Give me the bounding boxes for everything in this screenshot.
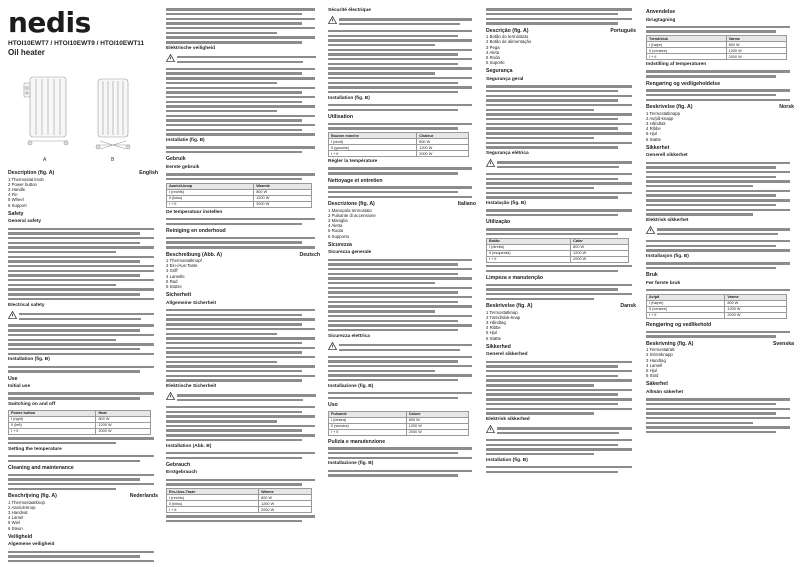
warning-triangle-icon bbox=[646, 226, 655, 234]
subsection-general-safety-it: Sicurezza generale bbox=[328, 250, 372, 256]
section-use-de: Gebrauch bbox=[166, 461, 191, 468]
section-use-pt: Utilização bbox=[486, 219, 511, 226]
subsection-installation-it: Installazione (fig. B) bbox=[328, 383, 374, 389]
section-description-it: Descrizione (fig. A) Italiano bbox=[328, 201, 476, 208]
section-cleaning-nl: Reiniging en onderhoud bbox=[166, 228, 226, 234]
section-cleaning-pt: Limpeza e manutenção bbox=[486, 274, 544, 281]
subsection-first-use-da: Ibrugtagning bbox=[646, 17, 676, 23]
section-cleaning-en: Cleaning and maintenance bbox=[8, 464, 74, 471]
parts-list-da: 1 Termostatknap 2 Tænd/sluk-knap 3 Håndtag 4 Ribbe 5 Hjul 6 Støtte bbox=[486, 309, 521, 341]
subsection-first-use-no: Før første bruk bbox=[646, 280, 681, 286]
heater-side-view bbox=[96, 79, 130, 149]
warning-block bbox=[166, 54, 320, 66]
section-safety-de: Sicherheit bbox=[166, 292, 192, 299]
subsection-installation-no: Installasjon (fig. B) bbox=[646, 253, 689, 259]
subsection-initial-use: Initial use bbox=[8, 384, 31, 390]
section-cleaning-da: Rengøring og vedligeholdelse bbox=[646, 80, 721, 87]
section-description-da: Beskrivelse (fig. A) Dansk bbox=[486, 303, 636, 310]
section-safety-da: Sikkerhed bbox=[486, 343, 511, 350]
parts-list-de: 1 Thermostatknopf 2 Ein-/Aus-Taste 3 Griff 4 Lamelle 5 Rad 6 Stütze bbox=[166, 258, 202, 290]
subsection-installation-pt: Instalação (fig. B) bbox=[486, 200, 526, 206]
subsection-electrical-safety-da: Elektrisk sikkerhed bbox=[486, 416, 530, 422]
section-cleaning-it: Pulizia e manutenzione bbox=[328, 438, 386, 445]
warning-triangle-icon bbox=[328, 16, 337, 24]
column-1 bbox=[8, 6, 158, 562]
warning-block bbox=[328, 16, 476, 28]
section-description-de: Beschreibung (Abb. A) Deutsch bbox=[166, 251, 320, 258]
power-table-no: Av/på Varme I (høyre) 800 W II (venstre) 1200 W I + II 2000 W bbox=[646, 294, 787, 319]
product-title: Oil heater bbox=[8, 48, 45, 57]
section-safety-sv: Säkerhet bbox=[646, 381, 668, 388]
subsection-temperature-fr: Régler la température bbox=[328, 159, 378, 165]
product-figure bbox=[8, 61, 158, 166]
subsection-electrical-safety-nl: Elektrische veiligheid bbox=[166, 45, 216, 51]
section-use-da: Anvendelse bbox=[646, 9, 676, 15]
figure-label-a: A bbox=[43, 157, 47, 163]
subsection-installation-de: Installation (Abb. B) bbox=[166, 443, 212, 449]
subsection-installation-it-2: Installazione (fig. B) bbox=[328, 461, 374, 467]
section-description-no: Beskrivelse (fig. A) Norsk bbox=[646, 104, 794, 111]
section-cleaning-fr: Nettoyage et entretien bbox=[328, 177, 383, 184]
column-4 bbox=[486, 6, 636, 562]
subsection-first-use-nl: Eerste gebruik bbox=[166, 164, 200, 170]
power-table-pt: Botão Calor I (direita) 800 W II (esquerda) 1200 W I + II 2000 W bbox=[486, 238, 629, 263]
warning-block bbox=[8, 311, 158, 323]
column-5 bbox=[646, 6, 794, 562]
section-use-fr: Utilisation bbox=[328, 113, 354, 120]
nedis-logo: nedis bbox=[8, 6, 91, 39]
parts-list-it: 1 Manopola termostato 2 Pulsante di accensione 3 Maniglia 4 Aletta 5 Ruota 6 Supporto bbox=[328, 207, 376, 239]
section-description-nl: Beschrijving (fig. A) Nederlands bbox=[8, 493, 158, 500]
subsection-general-safety: General safety bbox=[8, 219, 42, 225]
subsection-general-safety-de: Allgemeine Sicherheit bbox=[166, 300, 217, 306]
power-table-de: Ein-/Aus-Taste Wärme I (rechts) 800 W II (links) 1200 W I + II 2000 W bbox=[166, 488, 312, 513]
heater-front-view bbox=[24, 77, 68, 145]
section-cleaning-no: Rengjøring og vedlikehold bbox=[646, 321, 712, 328]
parts-list-no: 1 Termostatknapp 2 Av/på-knapp 3 Håndtak 4 Ribbe 5 Hjul 6 Støtte bbox=[646, 110, 681, 142]
section-use-no: Bruk bbox=[646, 272, 658, 279]
column-3 bbox=[328, 6, 476, 562]
subsection-first-use-de: Erstgebrauch bbox=[166, 470, 197, 476]
power-table-en: Power button Heat I (right) 800 W II (left) 1200 W I + II 2000 W bbox=[8, 410, 151, 435]
parts-list-pt: 1 Botão do termóstato 2 Botão de alimentação 3 Pega 4 Aleta 5 Roda 6 Suporte bbox=[486, 34, 532, 66]
parts-list-nl: 1 Thermostaatknop 2 Aan/uit-knop 3 Handvat 4 Lamel 5 Wiel 6 Steun bbox=[8, 499, 45, 531]
section-description-en: Description (fig. A) English bbox=[8, 170, 158, 176]
subsection-electrical-safety: Electrical safety bbox=[8, 302, 45, 308]
parts-list-sv: 1 Termostatratt 2 Strömknapp 3 Handtag 4 Lamell 5 Hjul 6 Stöd bbox=[646, 347, 675, 379]
subsection-temperature-nl: De temperatuur instellen bbox=[166, 209, 223, 215]
power-table-nl: Aan/uit-knop Warmte I (rechts) 800 W II (links) 1200 W I + II 2000 W bbox=[166, 183, 312, 208]
warning-block bbox=[486, 159, 636, 171]
warning-triangle-icon bbox=[166, 392, 175, 400]
section-safety-nl: Veiligheid bbox=[8, 533, 33, 540]
warning-block bbox=[646, 226, 794, 238]
section-safety-no: Sikkerhet bbox=[646, 144, 670, 151]
warning-block bbox=[328, 342, 476, 354]
subsection-switching: Switching on and off bbox=[8, 401, 56, 407]
figure-label-b: B bbox=[111, 157, 115, 163]
subsection-electrical-safety-no: Elektrisk sikkerhet bbox=[646, 217, 689, 223]
subsection-electrical-safety-fr: Sécurité électrique bbox=[328, 8, 371, 13]
subsection-general-safety-nl: Algemene veiligheid bbox=[8, 542, 55, 548]
section-use-nl: Gebruik bbox=[166, 156, 186, 163]
warning-triangle-icon bbox=[486, 159, 495, 167]
subsection-set-temperature: Setting the temperature bbox=[8, 446, 62, 452]
section-use-en: Use bbox=[8, 375, 18, 382]
section-description-sv: Beskrivning (fig. A) Svenska bbox=[646, 340, 794, 347]
subsection-electrical-safety-it: Sicurezza elettrica bbox=[328, 333, 370, 339]
parts-list-en: 1 Thermostat knob 2 Power button 3 Handle 4 Fin 5 Wheel 6 Support bbox=[8, 176, 44, 208]
subsection-installation-en: Installation (fig. B) bbox=[8, 357, 50, 363]
column-2 bbox=[166, 6, 320, 562]
warning-triangle-icon bbox=[8, 311, 17, 319]
subsection-temperature-da: Indstilling af temperaturen bbox=[646, 62, 707, 68]
subsection-electrical-safety-de: Elektrische Sicherheit bbox=[166, 384, 217, 390]
power-table-fr: Bouton marche Chaleur I (droit) 800 W II (gauche) 1200 W I + II 2000 W bbox=[328, 132, 469, 157]
section-safety-it: Sicurezza bbox=[328, 241, 352, 248]
section-use-it: Uso bbox=[328, 402, 338, 409]
subsection-installation-da: Installation (fig. B) bbox=[486, 457, 528, 463]
subsection-general-safety-da: Generel sikkerhed bbox=[486, 352, 528, 358]
oil-heater-illustration bbox=[8, 61, 158, 166]
subsection-general-safety-sv: Allmän säkerhet bbox=[646, 389, 684, 395]
warning-triangle-icon bbox=[328, 342, 337, 350]
power-table-da: Tænd/sluk Varme I (højre) 800 W II (venstre) 1200 W I + II 2000 W bbox=[646, 35, 787, 60]
warning-block bbox=[486, 425, 636, 437]
subsection-general-safety-pt: Segurança geral bbox=[486, 76, 524, 82]
section-safety-pt: Segurança bbox=[486, 68, 513, 75]
subsection-installation-fr: Installation (fig. B) bbox=[328, 95, 370, 101]
subsection-installation-nl: Installatie (fig. B) bbox=[166, 138, 205, 144]
subsection-general-safety-no: Generell sikkerhet bbox=[646, 153, 688, 159]
section-safety-en: Safety bbox=[8, 210, 24, 217]
section-description-pt: Descrição (fig. A) Português bbox=[486, 27, 636, 34]
warning-block bbox=[166, 392, 320, 404]
warning-triangle-icon bbox=[486, 425, 495, 433]
subsection-electrical-safety-pt: Segurança elétrica bbox=[486, 150, 529, 156]
warning-triangle-icon bbox=[166, 54, 175, 62]
model-numbers: HTOI10EWT7 / HTOI10EWT9 / HTOI10EWT11 bbox=[8, 40, 145, 47]
power-table-it: Pulsante Calore I (destra) 800 W II (sinistra) 1200 W I + II 2000 W bbox=[328, 411, 469, 436]
